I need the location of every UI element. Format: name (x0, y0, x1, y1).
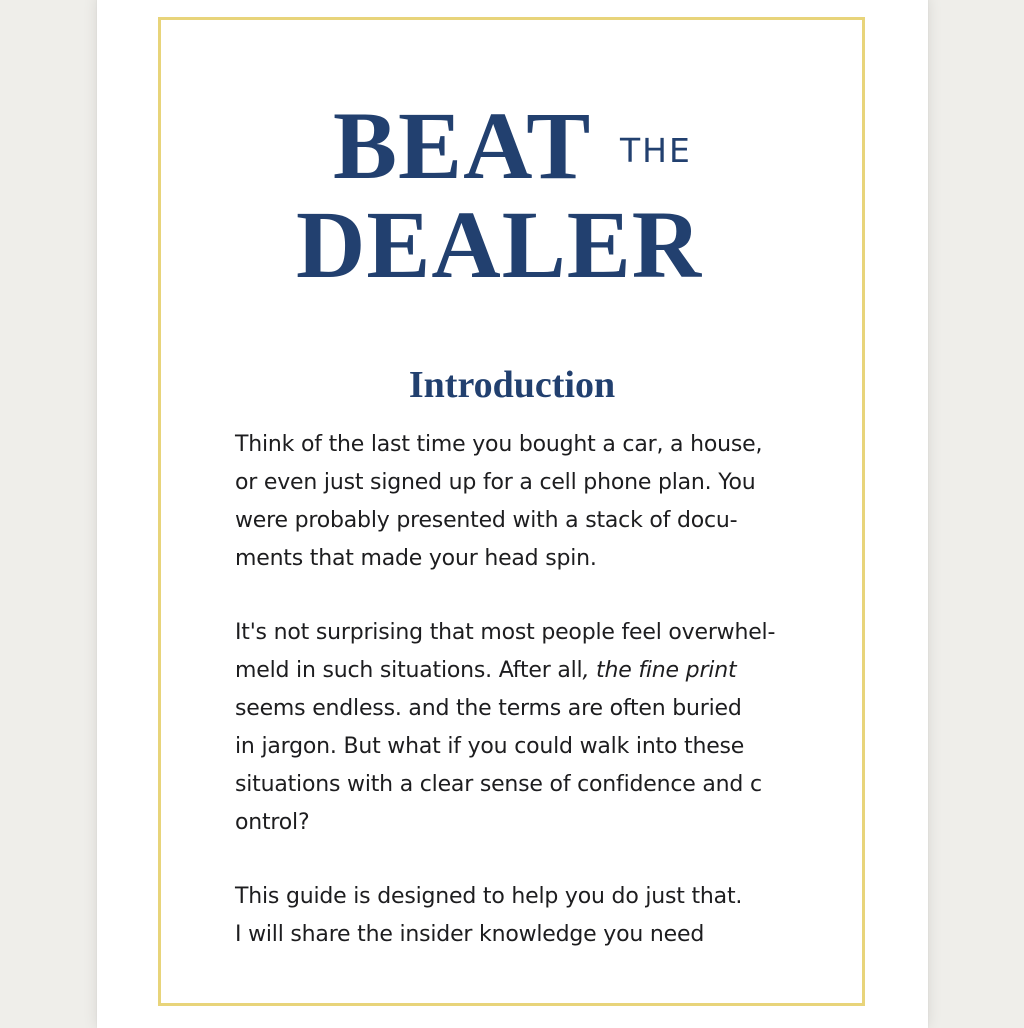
paragraph-2-line-2-text: meld in such situations. After all (235, 658, 583, 683)
title-the: THE (620, 131, 692, 170)
paragraph-2-line-2 (235, 660, 736, 682)
paragraph-3-line-1: This guide is designed to help you do just that. (235, 884, 743, 909)
fine-print-emphasis: , the fine print (582, 658, 737, 683)
paragraph-2-line-1: It's not surprising that most people feel overwhel- (235, 620, 776, 645)
paragraph-3-line-2: I will share the insider knowledge you need (235, 922, 705, 947)
title-beat: BEAT (333, 92, 592, 199)
paragraph-1-line-1: Think of the last time you bought a car, a house, (235, 432, 763, 457)
paragraph-2-line-3: seems endless. and the terms are often buried (235, 696, 742, 721)
paragraph-2-line-5: situations with a clear sense of confidence and c (235, 772, 762, 797)
paragraph-2-line-4: in jargon. But what if you could walk into these (235, 734, 745, 759)
paragraph-1-line-2: or even just signed up for a cell phone plan. You (235, 470, 756, 495)
title-dealer: DEALER (296, 191, 703, 298)
section-heading: Introduction (408, 364, 616, 406)
paragraph-2-line-6: ontrol? (235, 810, 310, 835)
paragraph-1-line-3: were probably presented with a stack of docu- (235, 508, 738, 533)
paragraph-1-line-4: ments that made your head spin. (235, 546, 597, 571)
